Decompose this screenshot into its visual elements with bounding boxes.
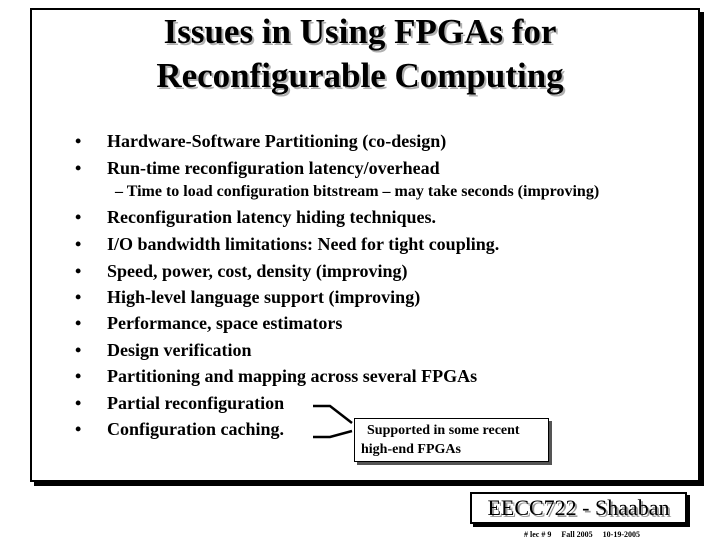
bullet-icon: • (75, 313, 82, 333)
course-badge: EECC722 - Shaaban (470, 492, 687, 524)
bullet-item (75, 260, 408, 282)
bullet-item (75, 206, 436, 228)
bullet-item (75, 130, 446, 152)
bullet-text: Run-time reconfiguration latency/overhead (107, 158, 440, 178)
bullet-text: Partial reconfiguration (107, 393, 285, 413)
bullet-item (75, 339, 251, 361)
bullet-text: Configuration caching. (107, 419, 285, 439)
bullet-icon: • (75, 131, 82, 151)
date-label: 10-19-2005 (602, 530, 640, 539)
bullet-text: Speed, power, cost, density (improving) (107, 261, 408, 281)
bullet-text: Reconfiguration latency hiding techniques. (107, 207, 437, 227)
bullet-icon: • (75, 287, 82, 307)
bullet-icon: • (75, 261, 82, 281)
lecture-number: # lec # 9 (524, 530, 552, 539)
bullet-icon: • (75, 393, 82, 413)
bullet-text: Hardware-Software Partitioning (co-design) (107, 131, 447, 151)
bullet-text: Design verification (107, 340, 252, 360)
bullet-icon: • (75, 234, 82, 254)
sub-bullet: – Time to load configuration bitstream – may take seconds (improving) (115, 183, 600, 200)
callout-line-1: Supported in some recent (367, 423, 520, 438)
bullet-icon: • (75, 158, 82, 178)
slide-title (0, 10, 720, 98)
bullet-item (75, 157, 440, 179)
callout-box (354, 418, 549, 462)
title-line-1: Issues in Using FPGAs for (163, 12, 557, 51)
bullet-item (75, 392, 284, 414)
bullet-item (75, 286, 420, 308)
bullet-text: Performance, space estimators (107, 313, 343, 333)
title-line-2: Reconfigurable Computing (156, 56, 564, 95)
bullet-text: I/O bandwidth limitations: Need for tight coupling. (107, 234, 500, 254)
bullet-item (75, 312, 342, 334)
bullet-item (75, 418, 284, 440)
bullet-item (75, 233, 499, 255)
callout-line-2: high-end FPGAs (361, 442, 461, 457)
bullet-icon: • (75, 207, 82, 227)
bullet-text: High-level language support (improving) (107, 287, 421, 307)
bullet-item (75, 365, 477, 387)
footer-info (524, 530, 648, 540)
bullet-text: Partitioning and mapping across several FPGAs (107, 366, 478, 386)
bullet-icon: • (75, 340, 82, 360)
term-label: Fall 2005 (561, 530, 593, 539)
bullet-icon: • (75, 419, 82, 439)
bullet-icon: • (75, 366, 82, 386)
